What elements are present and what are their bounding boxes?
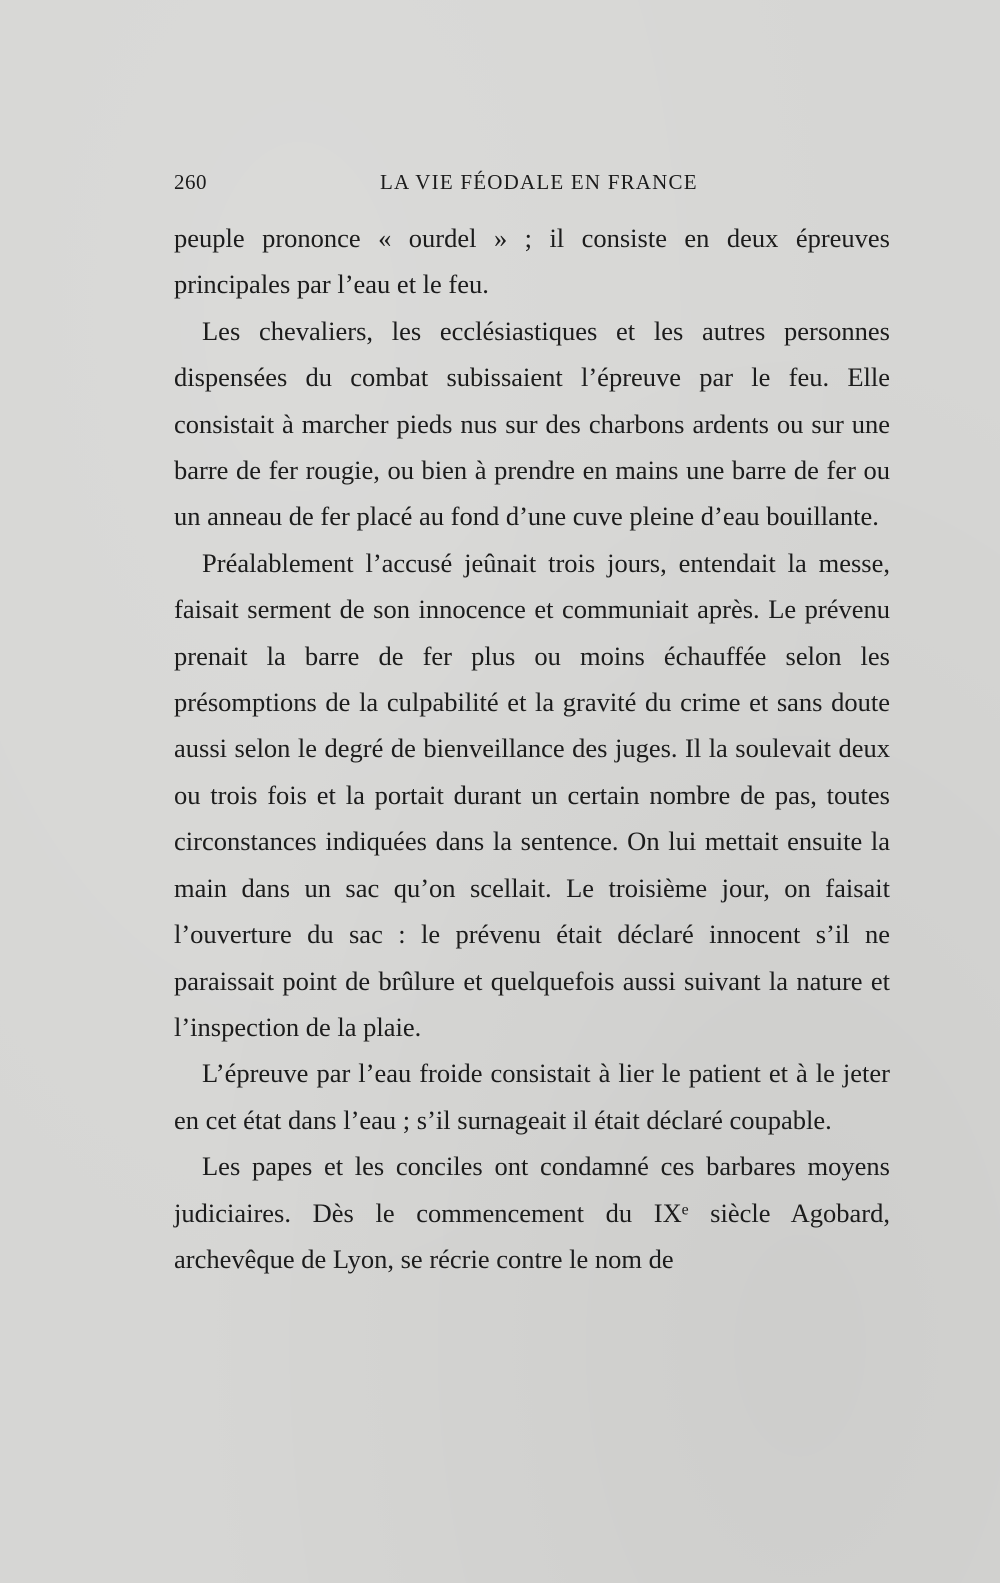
paragraph-continuation: peuple prononce « ourdel » ; il consiste en deux épreuves principales par l’eau et le feu. [174, 223, 890, 300]
running-head [174, 170, 890, 198]
body-text [174, 215, 890, 1282]
page-number: 260 [174, 170, 207, 194]
paragraph-condemnation: Les papes et les conciles ont condamné ces barbares moyens judiciaires. Dès le commencement du IXᵉ siècle Agobard, archevêque de Lyon, se récrie contre le nom de [174, 1151, 890, 1274]
paragraph-procedure: Préalablement l’accusé jeûnait trois jours, entendait la messe, faisait serment de son innocence et communiait après. Le prévenu prenait la barre de fer plus ou moins échauffée selon les présomptions de la culpabilité et la gravité du crime et sans doute aussi selon le degré de bienveillance des juges. Il la soulevait deux ou trois fois et la portait durant un certain nombre de pas, toutes circonstances indiquées dans la sentence. On lui mettait ensuite la main dans un sac qu’on scellait. Le troisième jour, on faisait l’ouverture du sac : le prévenu était déclaré innocent s’il ne paraissait point de brûlure et quelquefois aussi suivant la nature et l’inspection de la plaie. [174, 547, 890, 1042]
running-title: LA VIE FÉODALE EN FRANCE [380, 170, 698, 194]
paragraph-cold-water: L’épreuve par l’eau froide consistait à lier le patient et à le jeter en cet état dans l’eau ; s’il surnageait il était déclaré coupable. [174, 1058, 890, 1135]
paragraph-ordeal-by-fire: Les chevaliers, les ecclésiastiques et les autres personnes dispensées du combat subissaient l’épreuve par le feu. Elle consistait à marcher pieds nus sur des charbons ardents ou sur une barre de fer rougie, ou bien à prendre en mains une barre de fer ou un anneau de fer placé au fond d’une cuve pleine d’eau bouillante. [174, 315, 890, 532]
